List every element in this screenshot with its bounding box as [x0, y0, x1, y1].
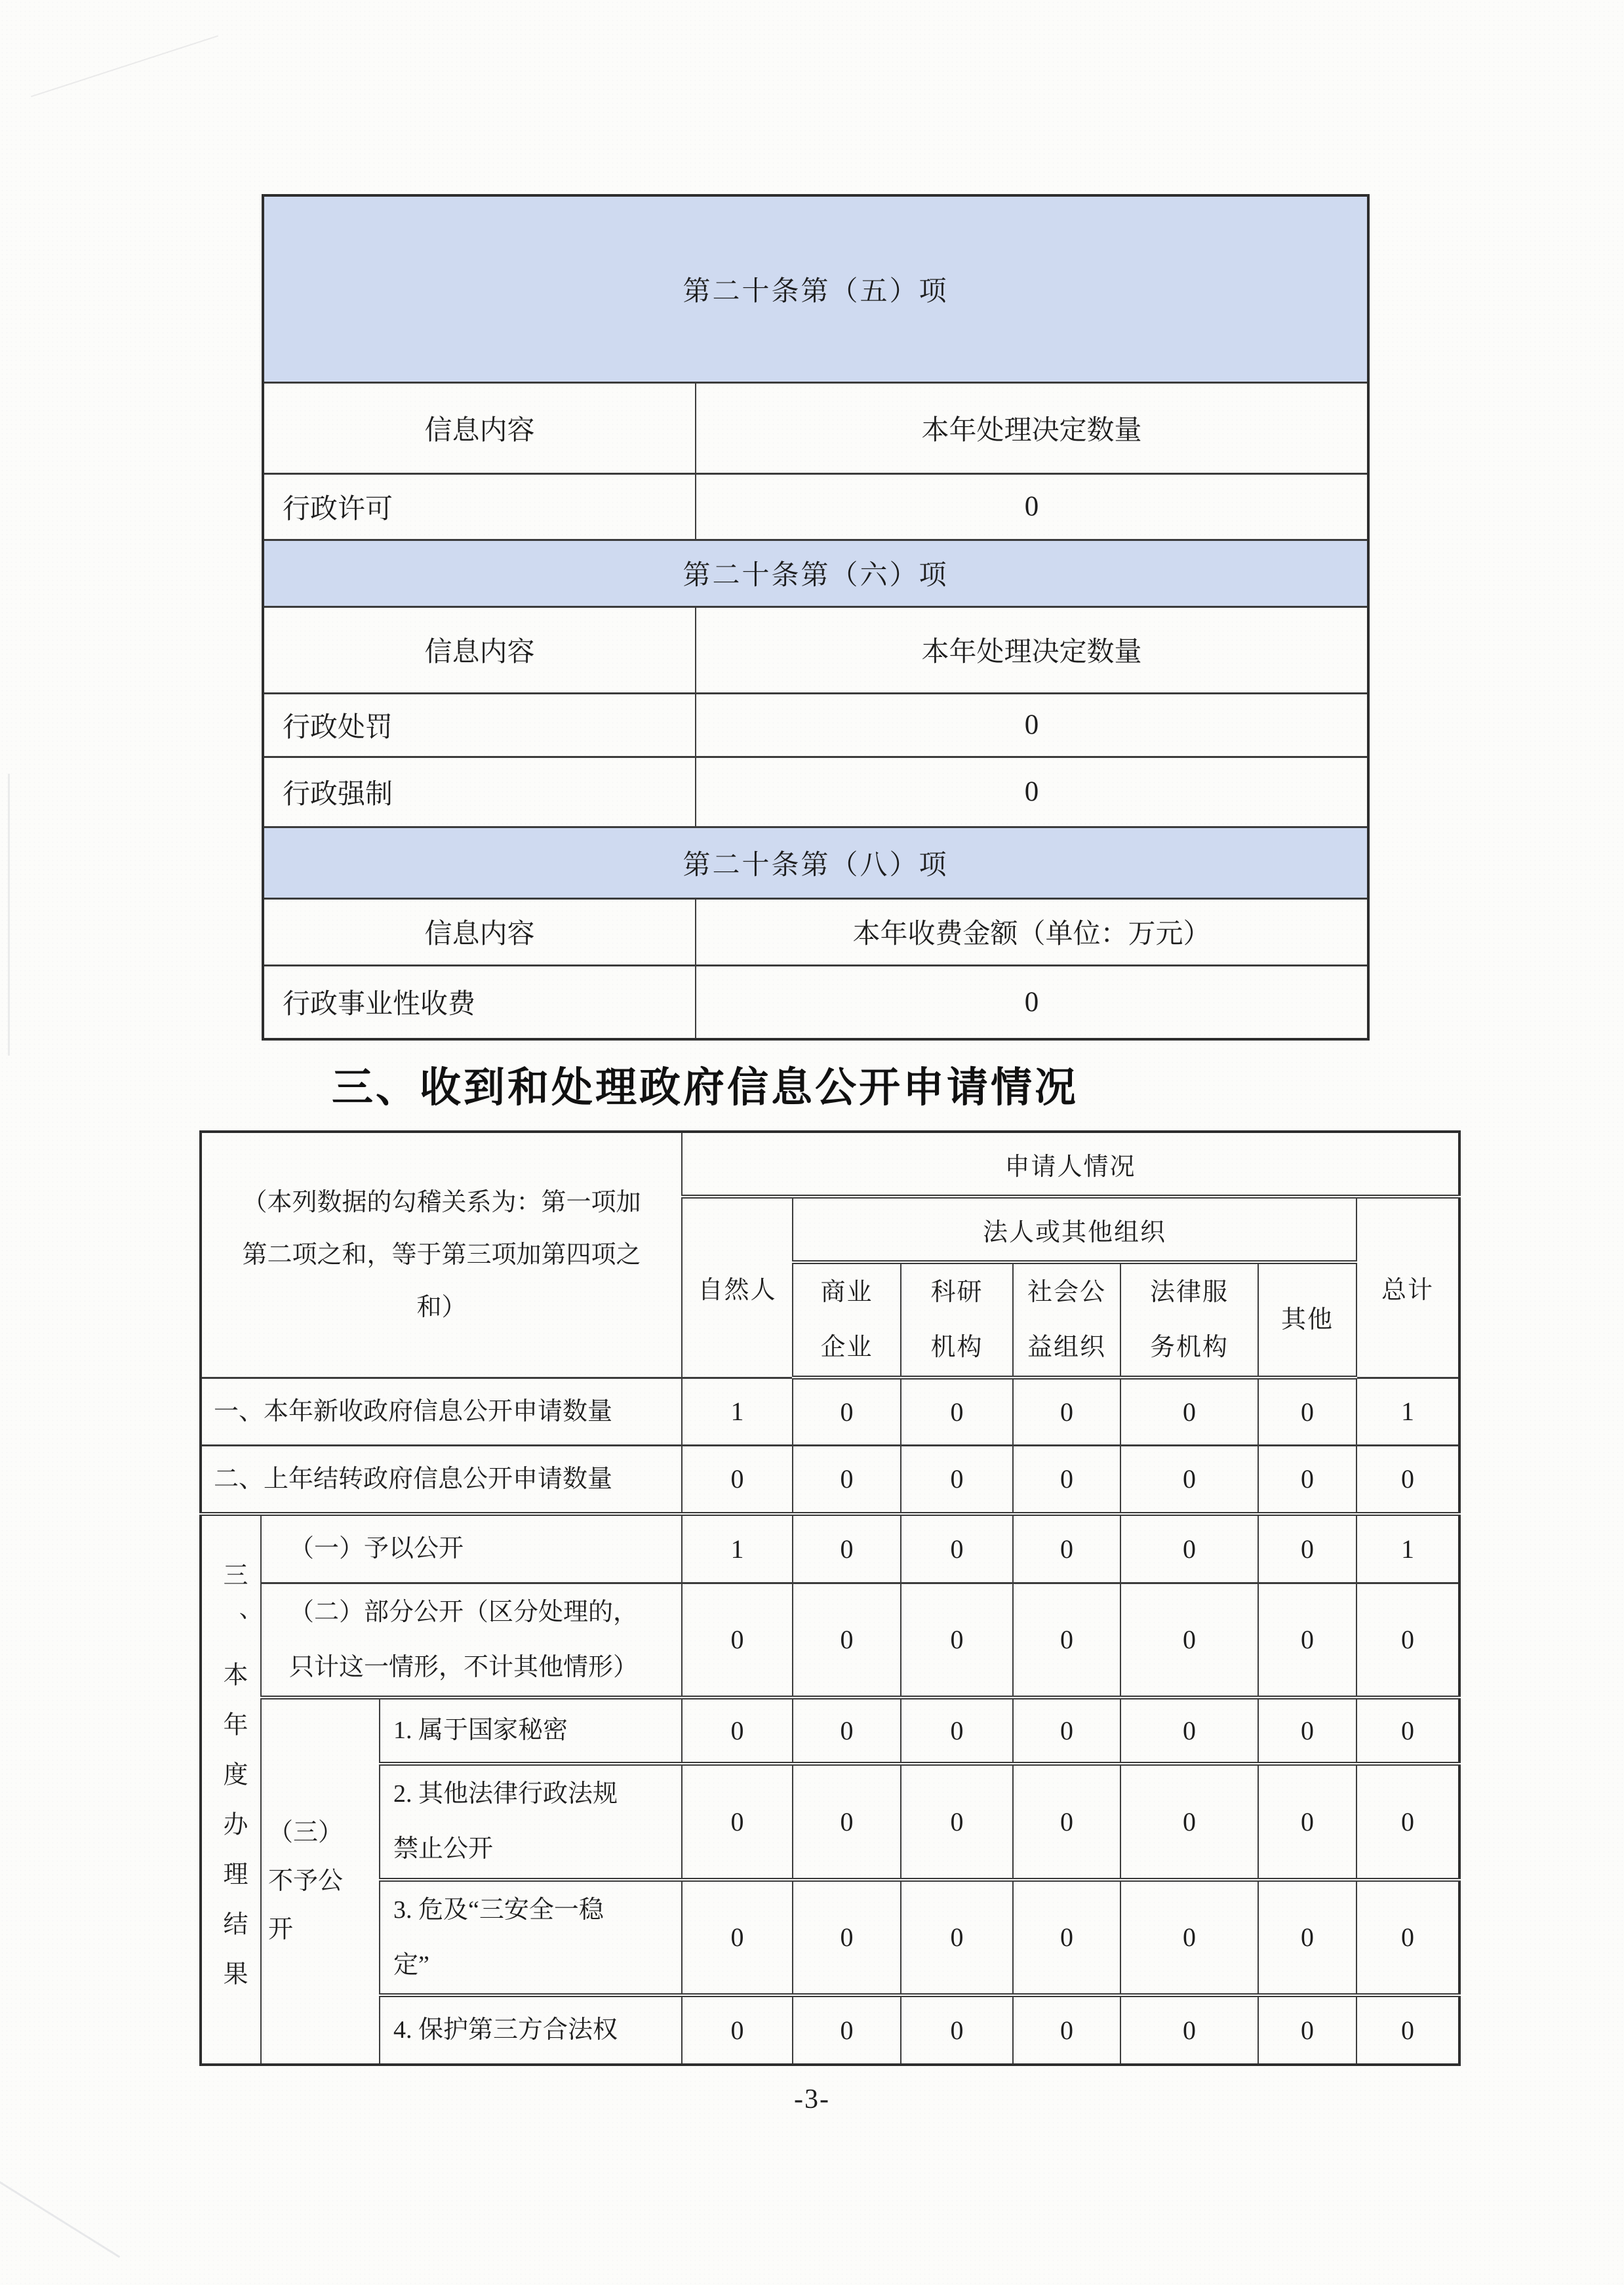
- label-line: 一、本年新收政府信息公开申请数量: [214, 1397, 613, 1425]
- value-cell: 0: [1120, 1583, 1258, 1698]
- value-cell: 0: [901, 1880, 1013, 1995]
- header-legal-service-org: [1120, 1262, 1258, 1378]
- value-cell: 0: [1357, 1445, 1459, 1514]
- value-cell: 0: [901, 1698, 1013, 1764]
- header-line: 社会公: [1027, 1279, 1107, 1306]
- label-line: 3. 危及“三安全一稳: [393, 1896, 604, 1924]
- value-cell: 0: [793, 1445, 901, 1514]
- value-cell: 0: [1258, 1378, 1357, 1445]
- header-applicant-situation: 申请人情况: [682, 1132, 1459, 1197]
- value-cell: 0: [1258, 1764, 1357, 1880]
- item-label: 行政强制: [263, 757, 696, 827]
- header-line: 机构: [930, 1334, 983, 1361]
- value-cell: 0: [901, 1583, 1013, 1698]
- item-value: 0: [696, 693, 1368, 757]
- applications-table: [199, 1130, 1461, 2066]
- note-cell: [201, 1132, 682, 1378]
- label-line: 1. 属于国家秘密: [393, 1717, 568, 1744]
- col-header-decision-count: 本年处理决定数量: [696, 606, 1368, 693]
- row-label-protect-third-party: [380, 1995, 682, 2065]
- header-line: 益组织: [1027, 1334, 1107, 1361]
- label-line: 开: [268, 1916, 294, 1943]
- label-line: 4. 保护第三方合法权: [393, 2016, 618, 2044]
- value-cell: 0: [1013, 1378, 1120, 1445]
- value-cell: 0: [1120, 1698, 1258, 1764]
- row-label-new-applications: [201, 1378, 682, 1445]
- note-line: 和）: [416, 1293, 467, 1321]
- value-cell: 0: [1258, 1995, 1357, 2065]
- value-cell: 0: [682, 1583, 793, 1698]
- item-label: 行政事业性收费: [263, 965, 696, 1039]
- value-cell: 0: [901, 1514, 1013, 1583]
- header-natural-person: 自然人: [682, 1197, 793, 1378]
- col-header-fee-amount: 本年收费金额（单位：万元）: [696, 898, 1368, 965]
- value-cell: 0: [793, 1378, 901, 1445]
- value-cell: 0: [1120, 1378, 1258, 1445]
- value-cell: 1: [1357, 1514, 1459, 1583]
- value-cell: 0: [901, 1764, 1013, 1880]
- label-line: 禁止公开: [393, 1835, 494, 1863]
- value-cell: 0: [901, 1995, 1013, 2065]
- value-cell: 0: [1120, 1880, 1258, 1995]
- header-commercial-enterprise: [793, 1262, 901, 1378]
- col-header-info-content: 信息内容: [263, 382, 696, 473]
- value-cell: 0: [901, 1445, 1013, 1514]
- statute-items-table: [262, 194, 1370, 1041]
- value-cell: 0: [1013, 1514, 1120, 1583]
- value-cell: 0: [1357, 1995, 1459, 2065]
- row-group-annual-results: [201, 1514, 261, 2065]
- row-label-law-prohibited: [380, 1764, 682, 1880]
- row-label-partial-disclosure: [261, 1583, 682, 1698]
- value-cell: 0: [1258, 1583, 1357, 1698]
- band-header-item8: 第二十条第（八）项: [263, 827, 1368, 898]
- scan-artifact: [31, 35, 218, 98]
- header-total: 总计: [1357, 1197, 1459, 1378]
- value-cell: 0: [682, 1880, 793, 1995]
- item-label: 行政处罚: [263, 693, 696, 757]
- value-cell: 0: [1357, 1764, 1459, 1880]
- value-cell: 0: [1258, 1698, 1357, 1764]
- label-line: 定”: [393, 1951, 429, 1979]
- note-line: （本列数据的勾稽关系为：第一项加: [242, 1188, 641, 1216]
- scan-artifact: [8, 774, 10, 1056]
- row-label-endanger-security: [380, 1880, 682, 1995]
- item-value: 0: [696, 757, 1368, 827]
- value-cell: 0: [793, 1698, 901, 1764]
- header-other: [1258, 1262, 1357, 1378]
- value-cell: 0: [793, 1880, 901, 1995]
- label-line: 二、上年结转政府信息公开申请数量: [214, 1465, 613, 1493]
- value-cell: 0: [1120, 1995, 1258, 2065]
- row-label-granted-disclosure: [261, 1514, 682, 1583]
- band-header-item6: 第二十条第（六）项: [263, 540, 1368, 606]
- scan-artifact: [0, 2176, 120, 2257]
- row-group-refused-disclosure: [261, 1698, 380, 2065]
- header-line: 法律服: [1150, 1279, 1229, 1306]
- label-line: 只计这一情形，不计其他情形）: [289, 1653, 639, 1681]
- label-line: （一）予以公开: [289, 1535, 464, 1563]
- header-line: 其他: [1281, 1306, 1334, 1334]
- value-cell: 0: [1120, 1764, 1258, 1880]
- value-cell: 1: [1357, 1378, 1459, 1445]
- value-cell: 1: [682, 1514, 793, 1583]
- label-line: 不予公: [268, 1867, 344, 1895]
- value-cell: 0: [1258, 1445, 1357, 1514]
- col-header-info-content: 信息内容: [263, 606, 696, 693]
- value-cell: 0: [1120, 1445, 1258, 1514]
- value-cell: 0: [1013, 1995, 1120, 2065]
- value-cell: 0: [1357, 1698, 1459, 1764]
- value-cell: 0: [1357, 1583, 1459, 1698]
- col-header-decision-count: 本年处理决定数量: [696, 382, 1368, 473]
- note-line: 第二项之和，等于第三项加第四项之: [242, 1241, 641, 1269]
- page-number: -3-: [794, 2084, 830, 2115]
- band-header-item5: 第二十条第（五）项: [263, 195, 1368, 382]
- value-cell: 0: [901, 1378, 1013, 1445]
- value-cell: 0: [793, 1764, 901, 1880]
- value-cell: 0: [1013, 1698, 1120, 1764]
- value-cell: 0: [682, 1995, 793, 2065]
- header-line: 务机构: [1150, 1334, 1229, 1361]
- header-line: 商业: [820, 1279, 873, 1306]
- header-legal-org: 法人或其他组织: [793, 1197, 1357, 1262]
- value-cell: 0: [1120, 1514, 1258, 1583]
- item-value: 0: [696, 965, 1368, 1039]
- value-cell: 0: [682, 1698, 793, 1764]
- value-cell: 0: [1013, 1764, 1120, 1880]
- value-cell: 0: [1013, 1583, 1120, 1698]
- value-cell: 0: [1013, 1880, 1120, 1995]
- value-cell: 0: [1357, 1880, 1459, 1995]
- value-cell: 0: [1258, 1514, 1357, 1583]
- value-cell: 0: [793, 1514, 901, 1583]
- value-cell: 0: [682, 1445, 793, 1514]
- section-heading: 三、收到和处理政府信息公开申请情况: [332, 1065, 1079, 1111]
- item-label: 行政许可: [263, 473, 696, 540]
- label-line: 2. 其他法律行政法规: [393, 1780, 618, 1808]
- vertical-group-label: 三、本年度办理结果: [219, 1562, 247, 2011]
- header-line: 企业: [820, 1334, 873, 1361]
- label-line: （二）部分公开（区分处理的，: [289, 1598, 639, 1626]
- row-label-state-secret: [380, 1698, 682, 1764]
- item-value: 0: [696, 473, 1368, 540]
- value-cell: 0: [682, 1764, 793, 1880]
- row-label-carryover-applications: [201, 1445, 682, 1514]
- label-line: （三）: [268, 1819, 344, 1846]
- col-header-info-content: 信息内容: [263, 898, 696, 965]
- header-line: 科研: [930, 1279, 983, 1306]
- value-cell: 0: [1258, 1880, 1357, 1995]
- value-cell: 0: [1013, 1445, 1120, 1514]
- header-research-institution: [901, 1262, 1013, 1378]
- header-public-welfare-org: [1013, 1262, 1120, 1378]
- value-cell: 1: [682, 1378, 793, 1445]
- value-cell: 0: [793, 1995, 901, 2065]
- value-cell: 0: [793, 1583, 901, 1698]
